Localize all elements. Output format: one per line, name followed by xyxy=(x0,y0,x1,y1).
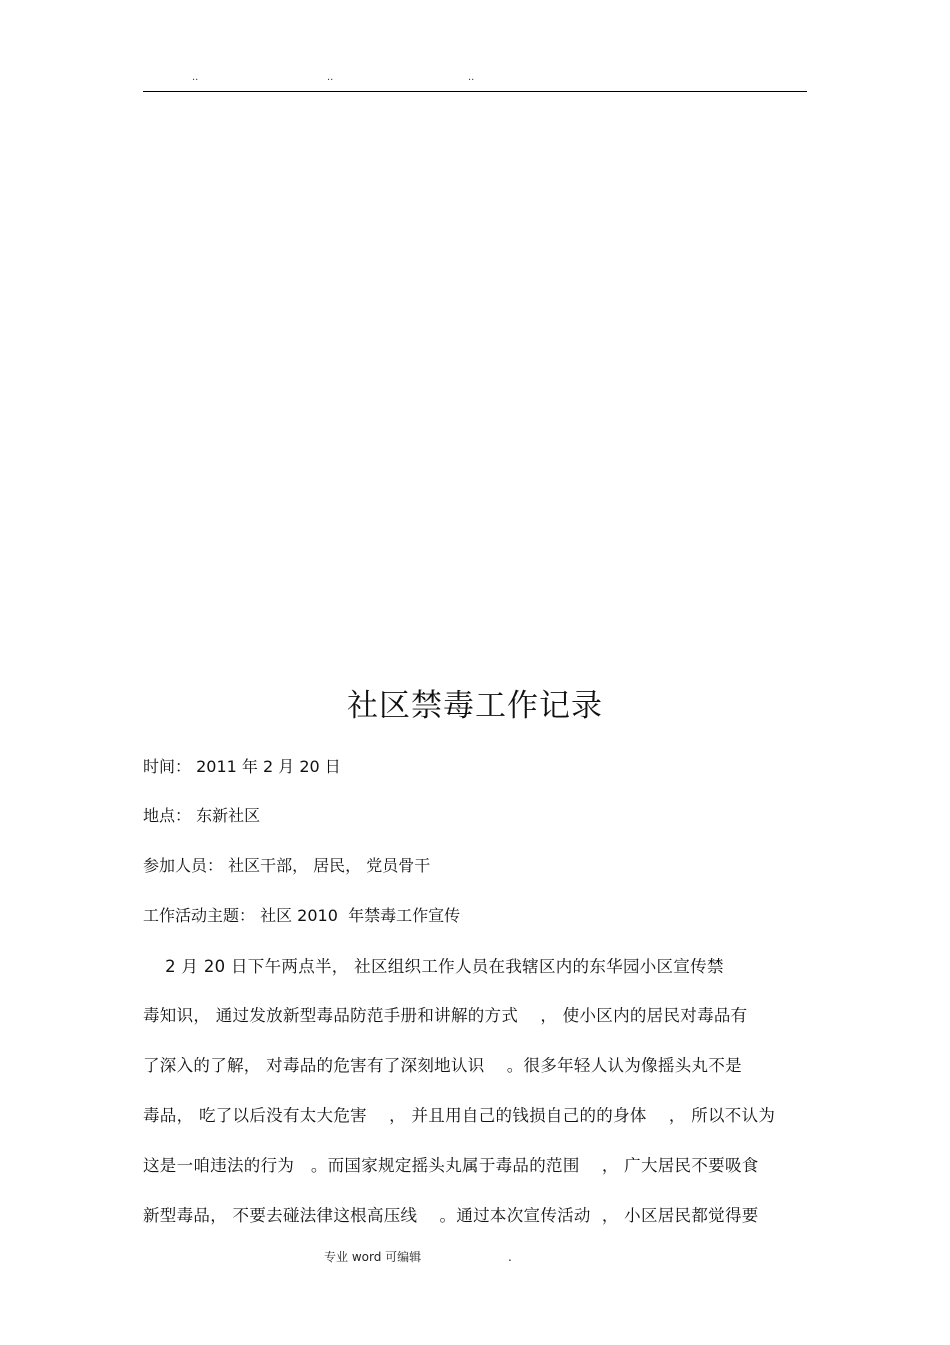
paragraph-line: 2 月 20 日下午两点半， 社区组织工作人员在我辖区内的东华园小区宣传禁 xyxy=(143,957,724,976)
header-mark: .. xyxy=(192,72,199,83)
header-mark: .. xyxy=(468,72,475,83)
meta-participants: 参加人员： 社区干部， 居民， 党员骨干 xyxy=(143,856,431,875)
footer-label: 专业 word 可编辑 xyxy=(324,1250,422,1264)
meta-location: 地点： 东新社区 xyxy=(143,806,261,825)
paragraph-line: 毒品， 吃了以后没有太大危害 ， 并且用自己的钱损自己的的身体 ， 所以不认为 xyxy=(143,1106,776,1125)
paragraph-line: 了深入的了解， 对毒品的危害有了深刻地认识 。很多年轻人认为像摇头丸不是 xyxy=(143,1056,742,1075)
meta-theme: 工作活动主题： 社区 2010 年禁毒工作宣传 xyxy=(143,906,461,925)
paragraph-line: 新型毒品， 不要去碰法律这根高压线 。通过本次宣传活动 ， 小区居民都觉得要 xyxy=(143,1206,759,1225)
meta-time: 时间： 2011 年 2 月 20 日 xyxy=(143,757,341,776)
header-divider xyxy=(143,91,807,92)
document-title: 社区禁毒工作记录 xyxy=(347,688,603,724)
paragraph-line: 这是一咱违法的行为 。而国家规定摇头丸属于毒品的范围 ， 广大居民不要吸食 xyxy=(143,1156,759,1175)
footer-dot: . xyxy=(508,1250,512,1264)
paragraph-line: 毒知识， 通过发放新型毒品防范手册和讲解的方式 ， 使小区内的居民对毒品有 xyxy=(143,1006,748,1025)
header-mark: .. xyxy=(327,72,334,83)
